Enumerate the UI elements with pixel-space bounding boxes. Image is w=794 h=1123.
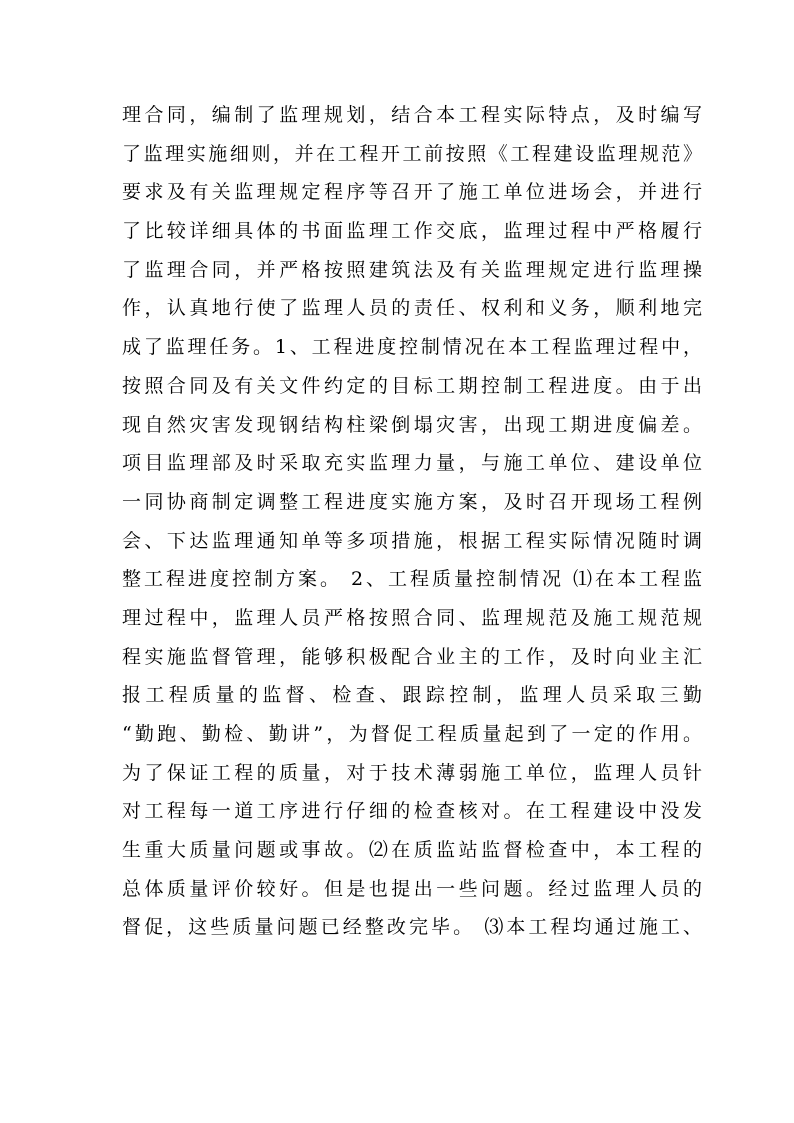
text-line: 理合同，编制了监理规划，结合本工程实际特点，及时编写 [122, 104, 702, 126]
text-line: 督促，这些质量问题已经整改完毕。 ⑶本工程均通过施工、 [122, 916, 702, 939]
text-line: 生重大质量问题或事故。⑵在质监站监督检查中，本工程的 [122, 839, 702, 862]
text-line: 了监理合同，并严格按照建筑法及有关监理规定进行监理操 [122, 258, 702, 281]
text-line: 了比较详细具体的书面监理工作交底，监理过程中严格履行 [122, 220, 702, 243]
text-line: 理过程中，监理人员严格按照合同、监理规范及施工规范规 [122, 606, 702, 629]
text-line: 按照合同及有关文件约定的目标工期控制工程进度。由于出 [122, 374, 702, 397]
text-line: 会、下达监理通知单等多项措施，根据工程实际情况随时调 [122, 529, 702, 552]
text-line: 要求及有关监理规定程序等召开了施工单位进场会，并进行 [122, 181, 702, 204]
text-line: 总体质量评价较好。但是也提出一些问题。经过监理人员的 [122, 877, 702, 900]
text-line: 作，认真地行使了监理人员的责任、权利和义务，顺利地完 [122, 297, 702, 320]
text-line: “勤跑、勤检、勤讲”，为督促工程质量起到了一定的作用。 [122, 723, 702, 745]
text-line: 现自然灾害发现钢结构柱梁倒塌灾害，出现工期进度偏差。 [122, 413, 702, 436]
text-line: 程实施监督管理，能够积极配合业主的工作，及时向业主汇 [122, 645, 702, 668]
text-line: 了监理实施细则，并在工程开工前按照《工程建设监理规范》 [122, 142, 702, 165]
text-line: 报工程质量的监督、检查、跟踪控制，监理人员采取三勤 [122, 684, 702, 707]
text-line: 整工程进度控制方案。 2、工程质量控制情况 ⑴在本工程监 [122, 568, 702, 591]
text-line: 成了监理任务。1、工程进度控制情况在本工程监理过程中， [122, 336, 702, 359]
text-line: 一同协商制定调整工程进度实施方案，及时召开现场工程例 [122, 490, 702, 513]
text-line: 项目监理部及时采取充实监理力量，与施工单位、建设单位 [122, 452, 702, 475]
text-line: 对工程每一道工序进行仔细的检查核对。在工程建设中没发 [122, 800, 702, 823]
body-text [122, 96, 702, 947]
text-line: 为了保证工程的质量，对于技术薄弱施工单位，监理人员针 [122, 761, 702, 784]
